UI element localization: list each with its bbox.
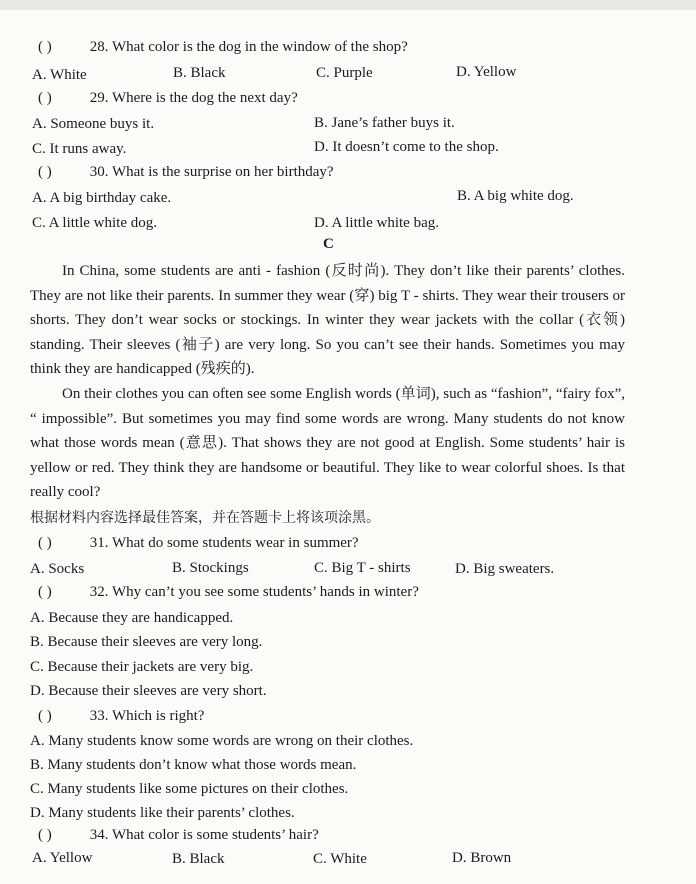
option-a: A. A big birthday cake. [32, 190, 172, 206]
question-stem: 31. What do some students wear in summer? [89, 535, 359, 551]
instruction-text: 根据材料内容选择最佳答案，并在答题卡上将该项涂黑。 [30, 510, 380, 526]
option-d: D. A little white bag. [314, 215, 439, 231]
reading-passage [30, 259, 625, 505]
option-a: A. Yellow [32, 850, 93, 866]
question-32 [38, 582, 419, 602]
option-c: C. A little white dog. [32, 215, 158, 231]
answer-paren[interactable]: ( ) [38, 827, 52, 843]
answer-paren[interactable]: ( ) [38, 164, 52, 180]
option-c: C. Because their jackets are very big. [30, 659, 254, 675]
answer-paren[interactable]: ( ) [38, 584, 52, 600]
question-stem: 28. What color is the dog in the window of the shop? [89, 39, 408, 55]
question-stem: 29. Where is the dog the next day? [89, 90, 298, 106]
passage-paragraph: In China, some students are anti - fashion (反时尚). They don’t like their parents’ clothes. They are not like their parents. In summer they wear (穿) big T - shirts. They wear their trousers or shorts. They don’t wear socks or stockings. In winter they wear jackets with the collar (衣领) standing. Their sleeves (袖子) are very long. So you can’t see their hands. Sometimes you may think they are handicapped (残疾的). [30, 263, 625, 378]
option-a: A. Socks [30, 561, 85, 577]
option-b: B. Because their sleeves are very long. [30, 634, 263, 650]
question-stem: 32. Why can’t you see some students’ hands in winter? [89, 584, 419, 600]
answer-paren[interactable]: ( ) [38, 708, 52, 724]
option-d: D. Yellow [456, 64, 517, 80]
option-c: C. Many students like some pictures on their clothes. [30, 781, 349, 797]
option-c: C. It runs away. [32, 141, 127, 157]
option-d: D. It doesn’t come to the shop. [314, 139, 499, 155]
question-stem: 30. What is the surprise on her birthday? [89, 164, 334, 180]
question-29 [38, 88, 298, 108]
option-a: A. Someone buys it. [32, 116, 155, 132]
option-b: B. Black [173, 65, 226, 81]
option-b: B. Black [172, 851, 225, 867]
passage-paragraph: On their clothes you can often see some English words (单词), such as “fashion”, “fairy fox”, “ impossible”. But sometimes you may find some words are wrong. Many students do not know what those words mean (意思). That shows they are not good at English. Some students’ hair is yellow or red. They think they are handsome or beautiful. They like to wear colorful shoes. Is that really cool? [30, 385, 625, 501]
option-c: C. Purple [316, 65, 373, 81]
answer-paren[interactable]: ( ) [38, 39, 52, 55]
answer-paren[interactable]: ( ) [38, 90, 52, 106]
option-a: A. Many students know some words are wrong on their clothes. [30, 733, 414, 749]
option-d: D. Big sweaters. [455, 561, 555, 577]
option-d: D. Because their sleeves are very short. [30, 683, 267, 699]
question-stem: 33. Which is right? [89, 708, 205, 724]
option-b: B. Many students don’t know what those words mean. [30, 757, 357, 773]
option-c: C. Big T - shirts [314, 560, 411, 576]
option-d: D. Many students like their parents’ clothes. [30, 805, 295, 821]
option-b: B. Jane’s father buys it. [314, 115, 455, 131]
option-c: C. White [313, 851, 367, 867]
question-34 [38, 825, 319, 845]
question-31 [38, 533, 359, 553]
option-b: B. A big white dog. [457, 188, 574, 204]
option-d: D. Brown [452, 850, 512, 866]
scan-edge [0, 0, 696, 10]
question-28 [38, 37, 408, 57]
question-30 [38, 162, 334, 182]
option-a: A. White [32, 67, 87, 83]
option-b: B. Stockings [172, 560, 249, 576]
question-stem: 34. What color is some students’ hair? [89, 827, 319, 843]
question-33 [38, 706, 204, 726]
option-a: A. Because they are handicapped. [30, 610, 234, 626]
answer-paren[interactable]: ( ) [38, 535, 52, 551]
section-heading: C [323, 236, 334, 252]
